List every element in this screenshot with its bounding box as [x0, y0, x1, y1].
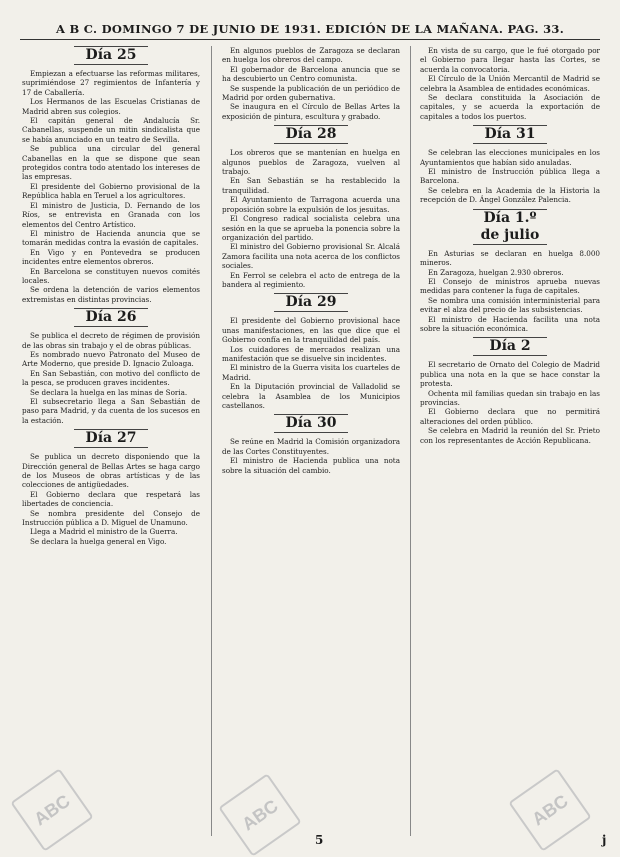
news-paragraph: Ochenta mil familias quedan sin trabajo en las provincias.	[420, 388, 600, 407]
news-paragraph: Se declara la huelga general en Vigo.	[30, 536, 167, 546]
news-paragraph: Empiezan a efectuarse las reformas militares, suprimiéndose 27 regimientos de Infantería y 17 de Caballería.	[22, 69, 200, 97]
news-paragraph: Los Hermanos de las Escuelas Cristianas de Madrid abren sus colegios.	[22, 97, 200, 116]
news-paragraph: En Barcelona se constituyen nuevos comités locales.	[22, 266, 200, 285]
news-section	[22, 429, 200, 546]
day-heading: Día 26	[74, 308, 148, 327]
news-section	[22, 46, 200, 304]
news-paragraph: En Asturias se declaran en huelga 8.000 mineros.	[420, 248, 600, 268]
news-paragraph: Se publica el decreto de régimen de provisión de las obras sin trabajo y el de obras públicas.	[22, 331, 200, 350]
news-paragraph: El ministro de Hacienda facilita una nota sobre la situación económica.	[420, 314, 600, 333]
news-paragraph: En Zaragoza, huelgan 2.930 obreros.	[428, 267, 564, 277]
watermark-stamp: ABC	[10, 768, 94, 852]
news-paragraph: Se publica un decreto disponiendo que la Dirección general de Bellas Artes se haga cargo de los Museos de obras artísticas y de las colecciones de antigüedades.	[22, 452, 200, 490]
news-paragraph: El Círculo de la Unión Mercantil de Madrid se celebra la Asamblea de entidades económicas.	[420, 74, 600, 93]
news-paragraph: Se ordena la detención de varios elementos extremistas en distintas provincias.	[22, 285, 200, 304]
news-paragraph: El subsecretario llega a San Sebastián de paso para Madrid, y da cuenta de los sucesos en la estación.	[22, 397, 200, 425]
news-paragraph: El ministro de Hacienda publica una nota sobre la situación del cambio.	[222, 456, 400, 475]
news-section	[222, 46, 400, 121]
day-heading: Día 31	[473, 125, 547, 144]
column-1	[22, 46, 200, 836]
news-paragraph: El secretario de Ornato del Colegio de Madrid publica una nota en la que se hace constar la protesta.	[420, 360, 600, 389]
news-section	[420, 337, 600, 445]
news-paragraph: En Ferrol se celebra el acto de entrega de la bandera al regimiento.	[222, 270, 400, 289]
news-paragraph: El Ayuntamiento de Tarragona acuerda una proposición sobre la expulsión de los jesuitas.	[222, 195, 400, 214]
news-section	[222, 125, 400, 289]
news-paragraph: Los obreros que se mantenían en huelga en algunos pueblos de Zaragoza, vuelven al trabajo.	[222, 148, 400, 177]
watermark-stamp: ABC	[218, 773, 302, 857]
news-paragraph: El Congreso radical socialista celebra una sesión en la que se aprueba la ponencia sobre la organización del partido.	[222, 214, 400, 242]
news-paragraph: El ministro de Instrucción pública llega a Barcelona.	[420, 167, 600, 186]
column-divider	[211, 46, 212, 836]
news-section	[420, 125, 600, 204]
news-paragraph: Se reúne en Madrid la Comisión organizadora de las Cortes Constituyentes.	[222, 437, 400, 456]
news-paragraph: El ministro de la Guerra visita los cuarteles de Madrid.	[222, 363, 400, 382]
news-paragraph: Se declara constituida la Asociación de capitales, y se acuerda la exportación de capitales a todos los puertos.	[420, 93, 600, 121]
day-heading: Día 1.º de julio	[473, 209, 547, 245]
news-paragraph: El presidente del Gobierno provisional hace unas manifestaciones, en las que dice que el Gobierno confía en la tranquilidad del país.	[222, 316, 400, 345]
header-rule	[20, 39, 600, 40]
page-header: A B C. DOMINGO 7 DE JUNIO DE 1931. EDICIÓN DE LA MAÑANA. PAG. 33.	[55, 22, 565, 36]
news-section	[222, 293, 400, 410]
day-heading: Día 2	[473, 337, 547, 356]
column-divider	[410, 46, 411, 836]
news-paragraph: Se declara la huelga en las minas de Soria.	[30, 387, 188, 397]
news-paragraph: El ministro de Justicia, D. Fernando de los Ríos, se entrevista en Granada con los elementos del Centro Artístico.	[22, 200, 200, 229]
news-paragraph: Llega a Madrid el ministro de la Guerra.	[30, 527, 178, 537]
news-paragraph: El presidente del Gobierno provisional de la República habla en Teruel a los agricultores.	[22, 181, 200, 201]
news-paragraph: Se suspende la publicación de un periódico de Madrid por orden gubernativa.	[222, 83, 400, 103]
watermark-stamp: ABC	[508, 768, 592, 852]
news-paragraph: En la Diputación provincial de Valladolid se celebra la Asamblea de los Municipios castellanos.	[222, 382, 400, 410]
news-paragraph: En vista de su cargo, que le fué otorgado por el Gobierno para llegar hasta las Cortes, se acuerda la convocatoria.	[420, 46, 600, 74]
news-paragraph: Se nombra una comisión interministerial para evitar el alza del precio de las subsistencias.	[420, 295, 600, 315]
news-paragraph: El ministro de Hacienda anuncia que se tomarán medidas contra la evasión de capitales.	[22, 228, 200, 248]
news-paragraph: El ministro del Gobierno provisional Sr. Alcalá Zamora facilita una nota acerca de los conflictos sociales.	[222, 242, 400, 271]
news-paragraph: El Consejo de ministros aprueba nuevas medidas para contener la fuga de capitales.	[420, 276, 600, 296]
news-paragraph: En Vigo y en Pontevedra se producen incidentes entre elementos obreros.	[22, 247, 200, 267]
news-paragraph: Se publica una circular del general Cabanellas en la que se dispone que sean protegidos contra todo atentado los intereses de las empresas.	[22, 144, 200, 182]
news-paragraph: Se inaugura en el Círculo de Bellas Artes la exposición de pintura, escultura y grabado.	[222, 102, 400, 121]
news-section	[420, 209, 600, 334]
news-paragraph: Se celebra en Madrid la reunión del Sr. Prieto con los representantes de Acción Republicana.	[420, 426, 600, 445]
news-paragraph: El Gobierno declara que no permitirá alteraciones del orden público.	[420, 407, 600, 426]
news-paragraph: Los cuidadores de mercados realizan una manifestación que se disuelve sin incidentes.	[222, 344, 400, 363]
news-section	[420, 46, 600, 121]
news-paragraph: El gobernador de Barcelona anuncia que se ha descubierto un Centro comunista.	[222, 64, 400, 84]
footer-mark-left: 5	[315, 833, 324, 847]
news-paragraph: El capitán general de Andalucía Sr. Cabanellas, suspende un mitin sindicalista que se había anunciado en un teatro de Sevilla.	[22, 116, 200, 144]
news-section	[22, 308, 200, 425]
day-heading: Día 27	[74, 429, 148, 448]
news-paragraph: En San Sebastián, con motivo del conflicto de la pesca, se producen graves incidentes.	[22, 368, 200, 388]
day-heading: Día 29	[274, 293, 348, 312]
footer-mark-right: j	[602, 833, 607, 847]
news-section	[222, 414, 400, 475]
news-paragraph: En algunos pueblos de Zaragoza se declaran en huelga los obreros del campo.	[222, 46, 400, 65]
news-paragraph: En San Sebastián se ha restablecido la tranquilidad.	[222, 176, 400, 195]
day-heading: Día 28	[274, 125, 348, 144]
news-paragraph: Se nombra presidente del Consejo de Instrucción pública a D. Miguel de Unamuno.	[22, 508, 200, 528]
news-paragraph: Se celebra en la Academia de la Historia la recepción de D. Ángel González Palencia.	[420, 185, 600, 205]
news-paragraph: Se celebran las elecciones municipales en los Ayuntamientos que habían sido anuladas.	[420, 148, 600, 167]
day-heading: Día 30	[274, 414, 348, 433]
column-2	[222, 46, 400, 836]
news-paragraph: Es nombrado nuevo Patronato del Museo de Arte Moderno, que preside D. Ignacio Zuloaga.	[22, 349, 200, 369]
day-heading: Día 25	[74, 46, 148, 65]
news-paragraph: El Gobierno declara que respetará las libertades de conciencia.	[22, 489, 200, 509]
column-3	[420, 46, 600, 836]
